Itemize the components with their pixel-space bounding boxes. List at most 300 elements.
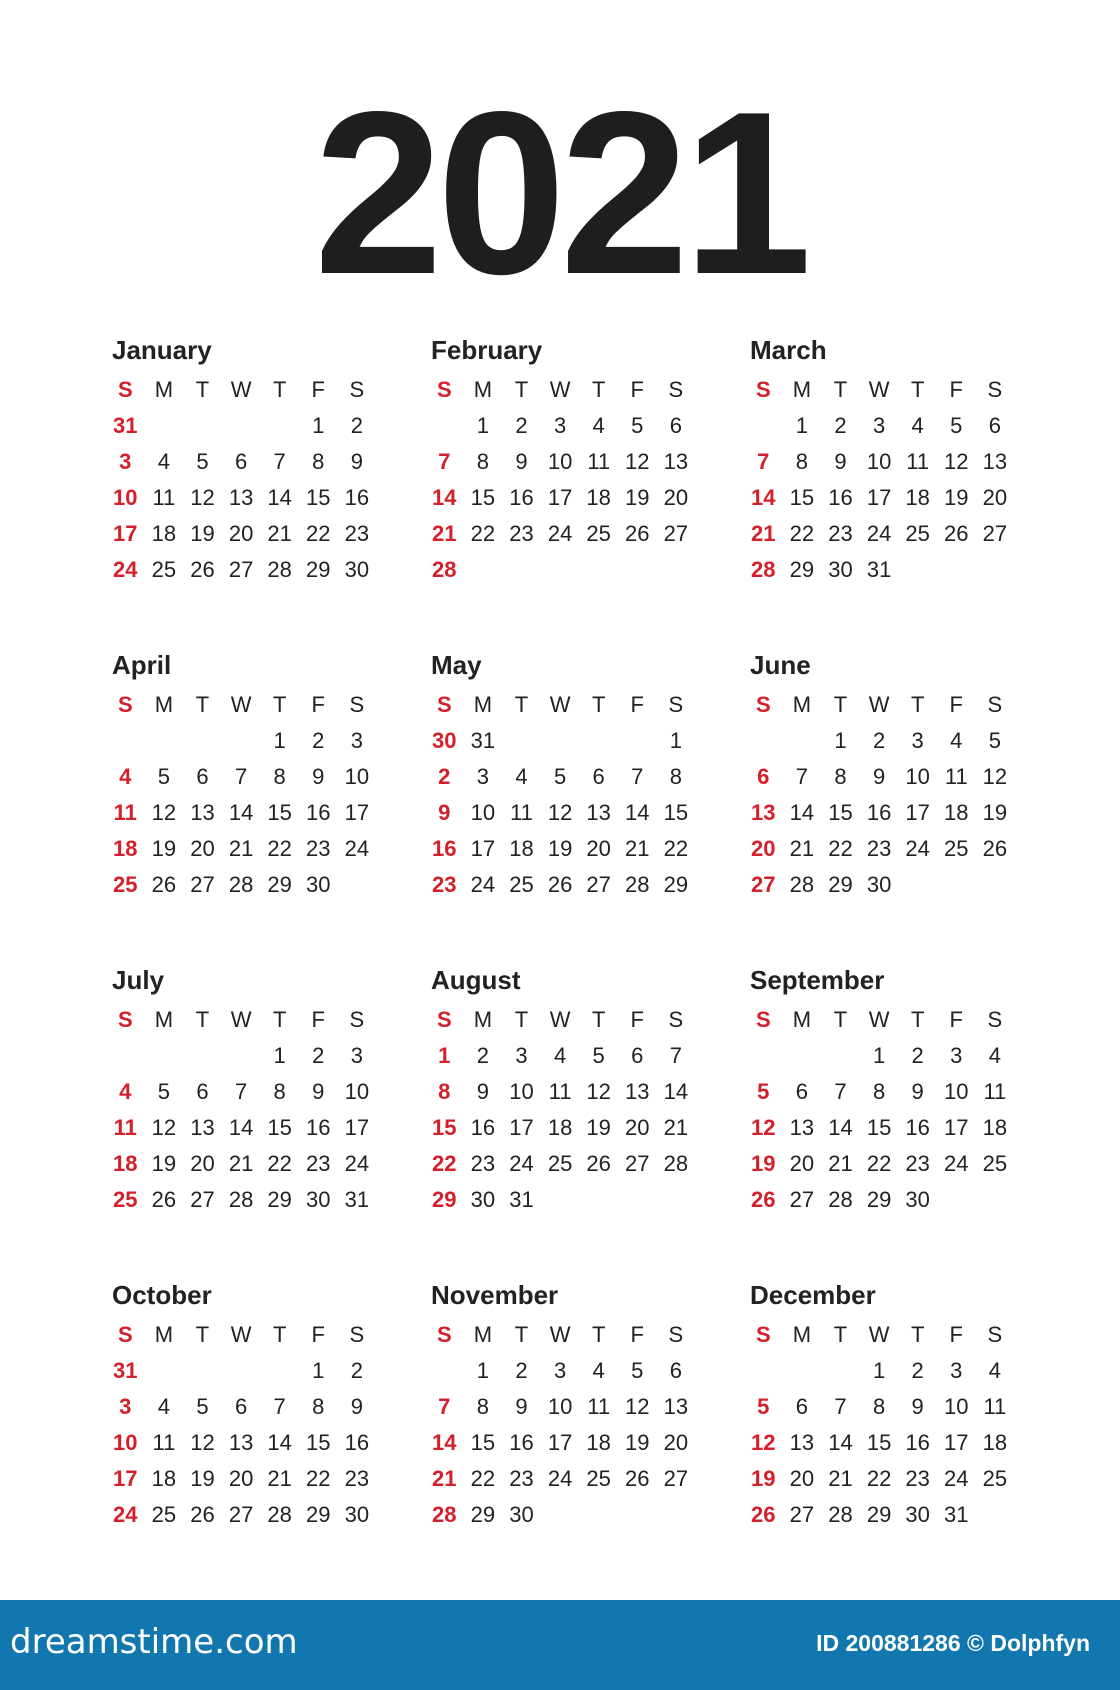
day-cell: 31 xyxy=(944,1502,969,1527)
day-cell: 7 xyxy=(273,449,286,474)
weekday-label: W xyxy=(549,692,571,717)
day-cell: 9 xyxy=(872,764,886,789)
day-cell: 26 xyxy=(625,1466,650,1491)
day-cell: 10 xyxy=(905,764,930,789)
weekday-header xyxy=(106,687,406,723)
week-row xyxy=(106,723,406,759)
day-cell: 9 xyxy=(312,1079,325,1104)
day-cell: 10 xyxy=(547,449,573,474)
day-cell: 5 xyxy=(157,1079,171,1104)
day-cell xyxy=(183,408,222,444)
weekday-label: S xyxy=(117,1322,133,1347)
weekday-label: F xyxy=(949,377,963,402)
day-cell: 13 xyxy=(789,1430,815,1455)
day-cell: 10 xyxy=(509,1079,534,1104)
day-cell xyxy=(541,723,580,759)
day-cell: 20 xyxy=(663,1430,689,1455)
day-cell: 20 xyxy=(982,485,1008,510)
week-row xyxy=(744,1074,1044,1110)
day-cell xyxy=(106,723,145,759)
month-name: July xyxy=(112,965,165,995)
weekday-label: S xyxy=(349,1322,365,1347)
day-cell: 1 xyxy=(476,1358,490,1383)
day-cell: 23 xyxy=(432,872,457,897)
day-cell xyxy=(821,1038,860,1074)
day-cell: 7 xyxy=(834,1394,847,1419)
day-cell: 1 xyxy=(795,413,809,438)
day-cell: 27 xyxy=(190,1187,215,1212)
day-cell: 12 xyxy=(751,1430,776,1455)
day-cell: 2 xyxy=(350,413,363,438)
day-cell: 13 xyxy=(586,800,611,825)
day-cell: 25 xyxy=(151,557,177,582)
week-row xyxy=(425,1425,725,1461)
day-cell xyxy=(222,723,261,759)
month-name: June xyxy=(750,650,811,680)
week-row xyxy=(744,1146,1044,1182)
day-cell: 16 xyxy=(344,485,370,510)
day-cell: 9 xyxy=(515,1394,528,1419)
day-cell: 29 xyxy=(470,1502,496,1527)
day-cell: 8 xyxy=(834,764,847,789)
day-cell: 14 xyxy=(625,800,650,825)
day-cell: 8 xyxy=(273,1079,286,1104)
day-cell: 18 xyxy=(982,1115,1008,1140)
day-cell: 24 xyxy=(344,836,370,861)
day-cell: 19 xyxy=(190,521,215,546)
day-cell xyxy=(145,1038,184,1074)
day-cell: 6 xyxy=(757,764,770,789)
week-row xyxy=(744,867,1044,903)
weekday-header xyxy=(744,1317,1044,1353)
day-cell: 11 xyxy=(906,449,930,474)
day-cell: 31 xyxy=(113,413,138,438)
day-cell: 13 xyxy=(228,485,254,510)
day-cell: 11 xyxy=(152,485,176,510)
footer-bar xyxy=(0,1600,1120,1690)
week-row xyxy=(106,867,406,903)
day-cell xyxy=(145,1353,184,1389)
day-cell: 11 xyxy=(510,800,533,825)
weekday-label: T xyxy=(514,1322,529,1347)
day-cell: 17 xyxy=(547,1430,573,1455)
day-cell: 14 xyxy=(828,1115,853,1140)
week-row xyxy=(425,1461,725,1497)
day-cell: 22 xyxy=(432,1151,457,1176)
day-cell: 28 xyxy=(828,1187,853,1212)
day-cell: 4 xyxy=(157,449,171,474)
day-cell: 4 xyxy=(119,1079,132,1104)
day-cell: 26 xyxy=(944,521,969,546)
weekday-label: W xyxy=(230,1322,252,1347)
day-cell: 30 xyxy=(344,557,370,582)
weekday-header xyxy=(425,1317,725,1353)
week-row xyxy=(744,444,1044,480)
weekday-label: M xyxy=(154,692,174,717)
day-cell: 1 xyxy=(476,413,490,438)
day-cell: 29 xyxy=(267,1187,292,1212)
day-cell: 13 xyxy=(789,1115,815,1140)
weekday-label: T xyxy=(514,377,529,402)
day-cell: 23 xyxy=(306,836,331,861)
day-cell: 4 xyxy=(515,764,528,789)
day-cell: 15 xyxy=(789,485,815,510)
day-cell: 11 xyxy=(113,1115,137,1140)
weekday-header xyxy=(106,1002,406,1038)
weekday-label: S xyxy=(117,377,133,402)
day-cell: 1 xyxy=(669,728,682,753)
weekday-label: F xyxy=(311,692,325,717)
week-row xyxy=(425,480,725,516)
day-cell: 27 xyxy=(789,1502,815,1527)
week-row xyxy=(106,516,406,552)
day-cell: 12 xyxy=(547,800,573,825)
day-cell: 16 xyxy=(470,1115,496,1140)
day-cell: 5 xyxy=(950,413,963,438)
week-row xyxy=(425,444,725,480)
day-cell xyxy=(744,1038,783,1074)
weekday-label: T xyxy=(195,377,210,402)
weekday-label: S xyxy=(349,692,365,717)
day-cell: 8 xyxy=(669,764,682,789)
day-cell: 13 xyxy=(228,1430,254,1455)
day-cell: 30 xyxy=(866,872,892,897)
month-name: January xyxy=(112,335,212,365)
day-cell: 10 xyxy=(944,1394,969,1419)
day-cell xyxy=(183,1038,222,1074)
day-cell: 19 xyxy=(586,1115,611,1140)
day-cell: 3 xyxy=(872,413,886,438)
day-cell: 30 xyxy=(306,1187,331,1212)
day-cell: 14 xyxy=(789,800,815,825)
week-row xyxy=(744,759,1044,795)
weekday-label: S xyxy=(668,1322,684,1347)
day-cell: 23 xyxy=(470,1151,496,1176)
day-cell xyxy=(425,1353,464,1389)
day-cell xyxy=(222,408,261,444)
week-row xyxy=(744,516,1044,552)
day-cell: 27 xyxy=(663,1466,689,1491)
week-row xyxy=(106,1146,406,1182)
day-cell: 9 xyxy=(515,449,528,474)
day-cell: 31 xyxy=(470,728,496,753)
day-cell: 19 xyxy=(151,836,177,861)
day-cell: 25 xyxy=(113,872,138,897)
day-cell: 14 xyxy=(228,800,254,825)
weekday-label: M xyxy=(473,1322,493,1347)
week-row xyxy=(106,1461,406,1497)
day-cell: 20 xyxy=(228,521,254,546)
week-row xyxy=(425,552,725,588)
week-row xyxy=(425,1353,725,1389)
weekday-header xyxy=(744,687,1044,723)
day-cell: 26 xyxy=(982,836,1008,861)
day-cell: 26 xyxy=(190,557,215,582)
day-cell: 1 xyxy=(312,413,325,438)
day-cell: 14 xyxy=(751,485,776,510)
day-cell: 19 xyxy=(151,1151,177,1176)
month-name: March xyxy=(750,335,827,365)
week-row xyxy=(106,1389,406,1425)
day-cell: 3 xyxy=(119,1394,132,1419)
day-cell: 24 xyxy=(944,1151,969,1176)
day-cell: 5 xyxy=(631,413,644,438)
weekday-label: S xyxy=(436,1007,452,1032)
day-cell xyxy=(183,1353,222,1389)
day-cell: 18 xyxy=(151,1466,177,1491)
day-cell: 10 xyxy=(470,800,496,825)
day-cell: 20 xyxy=(586,836,611,861)
day-cell: 6 xyxy=(196,1079,209,1104)
day-cell: 27 xyxy=(625,1151,650,1176)
day-cell xyxy=(425,408,464,444)
day-cell: 28 xyxy=(663,1151,689,1176)
day-cell: 7 xyxy=(438,1394,451,1419)
day-cell: 15 xyxy=(306,1430,331,1455)
month-october xyxy=(106,1277,406,1533)
day-cell: 23 xyxy=(344,521,370,546)
week-row xyxy=(106,1497,406,1533)
day-cell: 11 xyxy=(113,800,137,825)
day-cell: 10 xyxy=(944,1079,969,1104)
weekday-label: T xyxy=(833,1007,848,1032)
weekday-label: S xyxy=(668,1007,684,1032)
day-cell: 20 xyxy=(190,1151,215,1176)
weekday-label: W xyxy=(549,377,571,402)
day-cell: 28 xyxy=(228,872,254,897)
day-cell: 25 xyxy=(586,1466,611,1491)
day-cell: 18 xyxy=(905,485,930,510)
day-cell: 5 xyxy=(553,764,567,789)
week-row xyxy=(106,759,406,795)
weekday-label: T xyxy=(514,1007,529,1032)
day-cell: 23 xyxy=(344,1466,370,1491)
week-row xyxy=(744,1110,1044,1146)
day-cell: 14 xyxy=(267,1430,292,1455)
weekday-label: F xyxy=(630,1322,644,1347)
day-cell: 17 xyxy=(470,836,496,861)
day-cell: 6 xyxy=(196,764,209,789)
day-cell: 28 xyxy=(228,1187,254,1212)
day-cell: 7 xyxy=(757,449,770,474)
day-cell: 15 xyxy=(470,485,496,510)
month-april xyxy=(106,647,406,903)
week-row xyxy=(106,1110,406,1146)
day-cell: 29 xyxy=(432,1187,457,1212)
week-row xyxy=(744,723,1044,759)
weekday-label: M xyxy=(792,1322,812,1347)
day-cell: 27 xyxy=(228,1502,254,1527)
week-row xyxy=(744,1425,1044,1461)
day-cell: 29 xyxy=(267,872,292,897)
week-row xyxy=(744,552,1044,588)
day-cell: 24 xyxy=(547,1466,573,1491)
day-cell: 10 xyxy=(113,485,138,510)
day-cell: 3 xyxy=(553,413,567,438)
day-cell: 26 xyxy=(547,872,573,897)
day-cell: 4 xyxy=(592,1358,605,1383)
day-cell: 28 xyxy=(267,557,292,582)
day-cell: 7 xyxy=(273,1394,286,1419)
day-cell: 1 xyxy=(872,1358,886,1383)
day-cell: 16 xyxy=(509,1430,534,1455)
day-cell: 19 xyxy=(625,485,650,510)
day-cell: 22 xyxy=(306,521,331,546)
day-cell: 21 xyxy=(228,836,254,861)
day-cell: 12 xyxy=(151,800,177,825)
day-cell: 15 xyxy=(866,1115,892,1140)
day-cell: 17 xyxy=(866,485,892,510)
day-cell: 6 xyxy=(592,764,605,789)
day-cell: 2 xyxy=(911,1358,924,1383)
day-cell: 13 xyxy=(625,1079,650,1104)
day-cell: 12 xyxy=(625,1394,650,1419)
day-cell: 30 xyxy=(905,1502,930,1527)
day-cell: 19 xyxy=(944,485,969,510)
day-cell: 20 xyxy=(625,1115,650,1140)
day-cell: 3 xyxy=(911,728,924,753)
weekday-label: T xyxy=(195,1007,210,1032)
day-cell: 5 xyxy=(157,764,171,789)
day-cell: 24 xyxy=(113,557,138,582)
weekday-label: M xyxy=(792,377,812,402)
day-cell: 24 xyxy=(944,1466,969,1491)
day-cell xyxy=(618,723,657,759)
day-cell: 3 xyxy=(350,728,363,753)
weekday-label: F xyxy=(949,1007,963,1032)
day-cell: 27 xyxy=(228,557,254,582)
week-row xyxy=(425,1110,725,1146)
day-cell: 15 xyxy=(470,1430,496,1455)
day-cell: 14 xyxy=(663,1079,689,1104)
week-row xyxy=(425,759,725,795)
day-cell: 23 xyxy=(306,1151,331,1176)
day-cell: 22 xyxy=(267,1151,292,1176)
day-cell: 30 xyxy=(509,1502,534,1527)
day-cell: 4 xyxy=(592,413,605,438)
day-cell: 14 xyxy=(228,1115,254,1140)
weekday-label: W xyxy=(549,1322,571,1347)
weekday-label: W xyxy=(868,377,890,402)
day-cell xyxy=(260,1353,299,1389)
week-row xyxy=(744,1389,1044,1425)
month-name: May xyxy=(431,650,482,680)
day-cell: 18 xyxy=(586,485,611,510)
weekday-label: S xyxy=(987,692,1003,717)
day-cell: 18 xyxy=(982,1430,1008,1455)
day-cell: 7 xyxy=(631,764,644,789)
day-cell: 2 xyxy=(312,1043,325,1068)
day-cell: 22 xyxy=(866,1151,892,1176)
day-cell: 21 xyxy=(789,836,815,861)
day-cell: 4 xyxy=(553,1043,567,1068)
weekday-label: M xyxy=(154,377,174,402)
day-cell: 1 xyxy=(872,1043,886,1068)
day-cell xyxy=(744,1353,783,1389)
day-cell: 24 xyxy=(905,836,930,861)
month-december xyxy=(744,1277,1044,1533)
week-row xyxy=(744,1038,1044,1074)
week-row xyxy=(744,1353,1044,1389)
day-cell: 14 xyxy=(432,1430,457,1455)
day-cell: 5 xyxy=(196,1394,209,1419)
day-cell: 5 xyxy=(757,1079,770,1104)
day-cell: 9 xyxy=(476,1079,490,1104)
day-cell: 24 xyxy=(344,1151,370,1176)
day-cell: 9 xyxy=(911,1394,924,1419)
month-name: August xyxy=(431,965,521,995)
day-cell: 13 xyxy=(190,1115,215,1140)
weekday-label: S xyxy=(987,1007,1003,1032)
day-cell: 10 xyxy=(344,764,370,789)
day-cell: 25 xyxy=(113,1187,138,1212)
day-cell: 2 xyxy=(834,413,847,438)
weekday-label: M xyxy=(473,1007,493,1032)
weekday-label: F xyxy=(311,1322,325,1347)
day-cell: 24 xyxy=(509,1151,534,1176)
month-september xyxy=(744,962,1044,1218)
day-cell xyxy=(783,723,822,759)
day-cell: 15 xyxy=(828,800,853,825)
day-cell: 2 xyxy=(515,1358,528,1383)
day-cell: 21 xyxy=(432,521,457,546)
day-cell: 31 xyxy=(509,1187,534,1212)
weekday-label: T xyxy=(910,377,925,402)
weekday-header xyxy=(744,1002,1044,1038)
day-cell: 1 xyxy=(312,1358,325,1383)
weekday-label: W xyxy=(868,1007,890,1032)
weekday-label: S xyxy=(668,692,684,717)
month-february xyxy=(425,332,725,588)
day-cell: 10 xyxy=(344,1079,370,1104)
weekday-label: S xyxy=(117,692,133,717)
day-cell: 7 xyxy=(234,1079,248,1104)
week-row xyxy=(425,516,725,552)
day-cell: 23 xyxy=(905,1466,930,1491)
day-cell: 1 xyxy=(438,1043,451,1068)
day-cell: 6 xyxy=(795,1079,809,1104)
day-cell: 18 xyxy=(113,1151,138,1176)
day-cell: 12 xyxy=(190,485,215,510)
day-cell: 19 xyxy=(190,1466,215,1491)
week-row xyxy=(425,1146,725,1182)
image-credit: ID 200881286 © Dolphfyn xyxy=(816,1630,1090,1656)
month-august xyxy=(425,962,725,1218)
day-cell: 20 xyxy=(789,1466,815,1491)
week-row xyxy=(425,1074,725,1110)
day-cell: 2 xyxy=(438,764,451,789)
day-cell: 22 xyxy=(789,521,815,546)
year-title: 2021 xyxy=(313,64,807,323)
day-cell: 24 xyxy=(470,872,496,897)
day-cell: 15 xyxy=(267,1115,292,1140)
weekday-label: T xyxy=(910,692,925,717)
weekday-label: F xyxy=(311,1007,325,1032)
day-cell: 21 xyxy=(267,521,292,546)
day-cell: 17 xyxy=(113,521,138,546)
day-cell: 18 xyxy=(944,800,969,825)
weekday-label: M xyxy=(154,1007,174,1032)
week-row xyxy=(106,1425,406,1461)
day-cell: 21 xyxy=(625,836,650,861)
weekday-label: W xyxy=(230,1007,252,1032)
day-cell: 16 xyxy=(306,1115,331,1140)
month-name: February xyxy=(431,335,543,365)
day-cell: 19 xyxy=(751,1151,776,1176)
day-cell: 20 xyxy=(228,1466,254,1491)
week-row xyxy=(744,1461,1044,1497)
week-row xyxy=(106,1353,406,1389)
